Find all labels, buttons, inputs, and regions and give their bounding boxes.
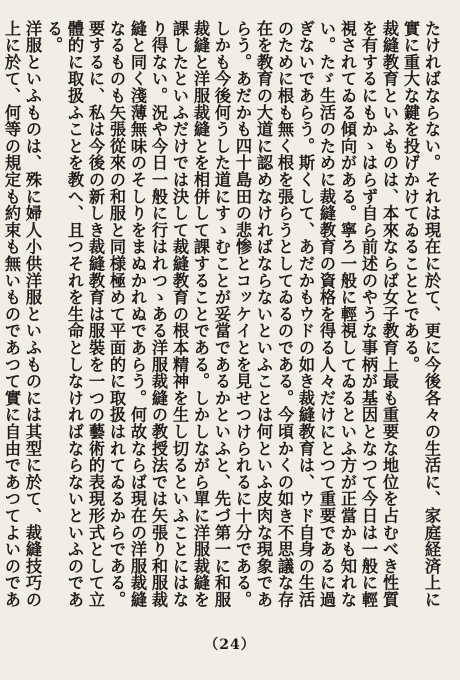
page-number: （24） [204,637,256,653]
paragraph: 洋服といふものは、殊に婦人小供洋服といふものには其型に於て、裁縫技巧の上に於て、何等の規定も約束も無いものであつて實に自由であつてよいのであ [2,20,42,608]
paragraph: 裁縫教育といふものは、本來ならば女子教育上最も重要な地位を占むべき性質を有するにもかゝはらず自ら前述のやうな事柄が基因となつて今日は一般に輕視されてゐる傾向がある。寧ろ一般に輕視してゐるといふ方が正當かも知れない。たゞ生活のために裁縫教育の資格を得る人々だけにとつて重要であるに過ぎないであらう。斯くして、あだかもウドの如き裁縫教育は、ウド自身の生活のために根も無く根を張らうとしてゐるのである。今頃かくの如き不思議な存在を教育の大道に認めなければならないといふことは何といふ皮肉な現象であらう。あだかも四十島田の悲惨とコッケイとを見せつけられるに十分である。しかも今後何うした道にすゝむことが妥當であるかといふと、先づ第一に和服裁縫と洋服裁縫とを相併して課することである。しかしながら單に洋服裁縫を課したといふだけでは決して裁縫教育の根本精神を生し切るといふことにはなり得ない。況や今日一般に行はれつゝある洋服裁縫の教授法では矢張り和服裁縫と同く淺薄無味のそしりをまぬかれぬであらう。何故ならば現在の洋服裁縫なるものも矢張從來の和服と同様極めて平面的に取扱はれてゐるからである。要するに、私は今後の新しき裁縫教育は服裝を一つの藝術的表現形式として立體的に取扱ふことを教へ、且つそれを生命としなければならないといふのである。 [44,20,399,608]
body-text [2,20,442,622]
paragraph: たければならない。それは現在に於て、更に今後各々の生活に、家庭経済上に實に重大な鍵を投げかけてゐることとである。 [401,20,441,608]
